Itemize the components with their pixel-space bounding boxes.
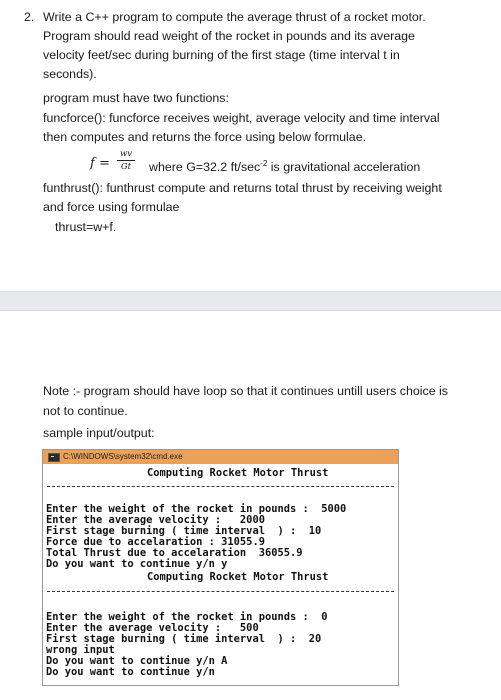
console-line: Enter the average velocity : 2000 — [46, 514, 265, 526]
console-heading: Computing Rocket Motor Thrust — [147, 571, 329, 583]
question-line: Write a C++ program to compute the average thrust of a rocket motor. — [43, 10, 426, 24]
question-number: 2. — [24, 10, 35, 24]
page-divider — [0, 291, 501, 311]
console-separator — [47, 591, 394, 592]
console-separator — [47, 486, 394, 487]
question-line: then computes and returns the force using below formulae. — [43, 130, 367, 144]
console-line: Enter the weight of the rocket in pounds : 5000 — [46, 503, 347, 515]
console-line: Enter the average velocity : 500 — [46, 622, 259, 634]
question-line: funthrust(): funthrust compute and returns total thrust by receiving weight — [43, 181, 442, 195]
console-line: Do you want to continue y/n y — [46, 558, 228, 570]
question-line: Program should read weight of the rocket in pounds and its average — [43, 29, 415, 43]
console-title: C:\WINDOWS\system32\cmd.exe — [63, 452, 183, 461]
question-line: seconds). — [43, 67, 97, 81]
question-line: program must have two functions: — [43, 91, 229, 105]
formula-where-text — [149, 154, 420, 177]
console-line: Enter the weight of the rocket in pounds : 0 — [46, 611, 328, 623]
console-line: Force due to accelaration : 31055.9 — [46, 536, 265, 548]
cmd-icon — [48, 453, 60, 462]
fraction-bar — [117, 160, 135, 161]
where-suffix: is gravitational acceleration — [267, 160, 421, 174]
formula-fraction — [117, 149, 135, 172]
question-line: velocity feet/sec during burning of the first stage (time interval t in — [43, 48, 400, 62]
force-formula — [83, 147, 501, 179]
console-line: First stage burning ( time interval ) : 20 — [46, 633, 322, 645]
console-line: Total Thrust due to accelaration 36055.9 — [46, 547, 303, 559]
console-titlebar — [43, 450, 398, 464]
formula-lhs: f = — [90, 156, 110, 171]
console-heading: Computing Rocket Motor Thrust — [147, 467, 329, 479]
formula-denominator: Gt — [120, 162, 132, 172]
console-line: wrong input — [46, 644, 115, 656]
where-exponent: -2 — [260, 159, 268, 168]
question-line: and force using formulae — [43, 200, 180, 214]
console-line: Do you want to continue y/n A — [46, 655, 228, 667]
note-line: not to continue. — [43, 404, 128, 418]
sample-label: sample input/output: — [43, 426, 155, 440]
formula-numerator: wv — [119, 149, 133, 159]
where-prefix: where G=32.2 ft/sec — [149, 160, 261, 174]
note-line: Note :- program should have loop so that it continues untill users choice is — [43, 384, 448, 398]
thrust-formula: thrust=w+f. — [55, 220, 117, 234]
console-line: Do you want to continue y/n — [46, 666, 215, 678]
console-window — [42, 449, 399, 686]
question-line: funcforce(): funcforce receives weight, average velocity and time interval — [43, 111, 440, 125]
console-output — [43, 464, 398, 685]
console-line: First stage burning ( time interval ) : 10 — [46, 525, 322, 537]
